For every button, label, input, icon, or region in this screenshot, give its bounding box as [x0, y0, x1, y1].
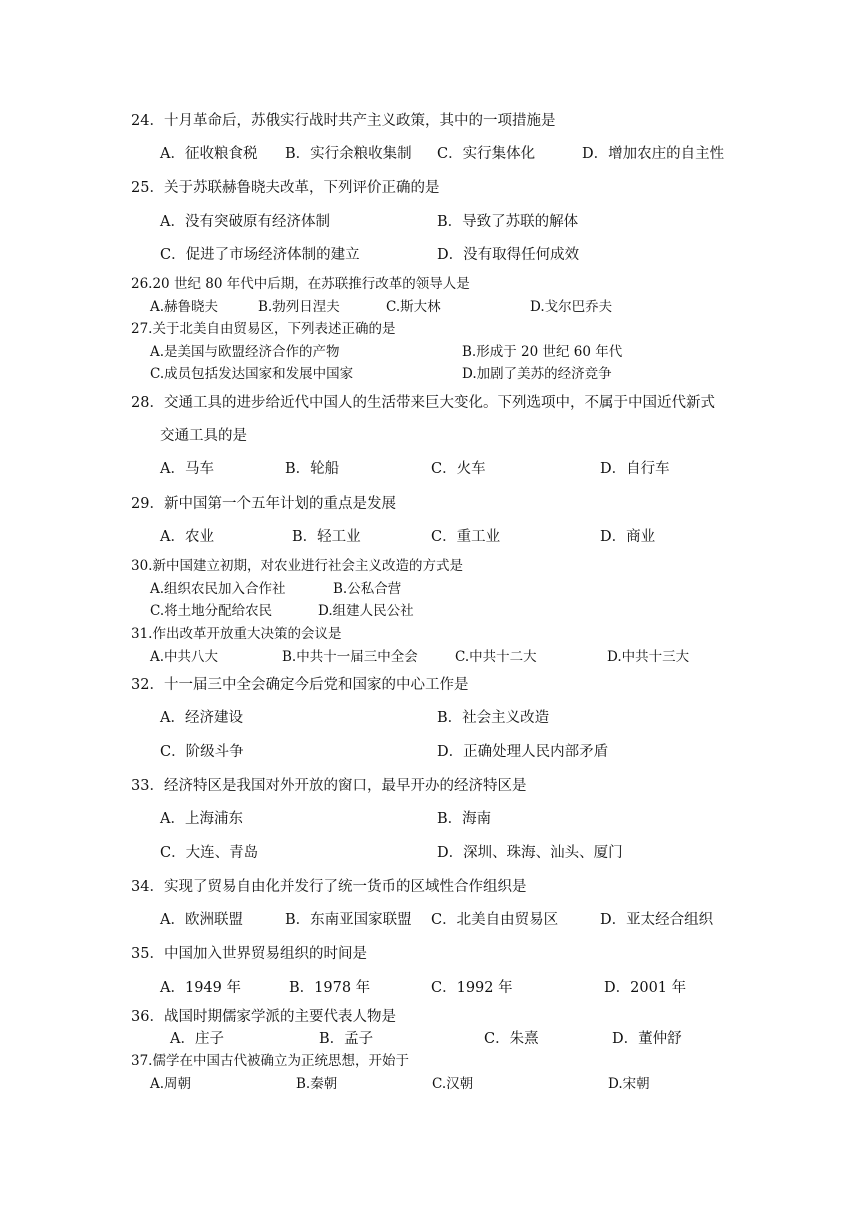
question-26-option-b: B.勃列日涅夫: [258, 299, 340, 315]
question-37-stem: 37.儒学在中国古代被确立为正统思想，开始于: [131, 1053, 409, 1069]
question-30-option-c: C.将土地分配给农民: [150, 603, 273, 619]
question-25-option-b: B．导致了苏联的解体: [437, 214, 579, 230]
question-27-option-a: A.是美国与欧盟经济合作的产物: [150, 344, 340, 360]
question-29-option-c: C．重工业: [431, 529, 501, 545]
question-28-option-b: B．轮船: [285, 461, 340, 477]
question-28-option-a: A．马车: [160, 461, 214, 477]
question-26-option-a: A.赫鲁晓夫: [150, 299, 219, 315]
question-33-option-c: C．大连、青岛: [160, 845, 259, 861]
question-35-option-c: C．1992 年: [431, 980, 513, 996]
question-32-option-d: D．正确处理人民内部矛盾: [437, 744, 609, 760]
question-35-option-a: A．1949 年: [160, 980, 241, 996]
question-25-option-a: A．没有突破原有经济体制: [160, 214, 330, 230]
question-29-option-b: B．轻工业: [292, 529, 361, 545]
question-34-option-a: A．欧洲联盟: [160, 912, 243, 928]
question-35-stem: 35．中国加入世界贸易组织的时间是: [131, 946, 367, 962]
question-37-option-b: B.秦朝: [296, 1076, 338, 1092]
question-24-option-b: B．实行余粮收集制: [285, 146, 412, 162]
question-30-option-d: D.组建人民公社: [318, 603, 414, 619]
question-32-option-a: A．经济建设: [160, 710, 243, 726]
question-25-stem: 25．关于苏联赫鲁晓夫改革，下列评价正确的是: [131, 180, 440, 196]
question-24-option-a: A．征收粮食税: [160, 146, 258, 162]
question-33-option-d: D．深圳、珠海、汕头、厦门: [437, 845, 623, 861]
question-26-stem: 26.20 世纪 80 年代中后期，在苏联推行改革的领导人是: [131, 276, 470, 292]
question-36-option-b: B．孟子: [319, 1031, 374, 1047]
question-29-option-d: D．商业: [600, 529, 656, 545]
question-33-stem: 33．经济特区是我国对外开放的窗口，最早开办的经济特区是: [131, 778, 527, 794]
question-37-option-d: D.宋朝: [608, 1076, 650, 1092]
question-36-stem: 36．战国时期儒家学派的主要代表人物是: [131, 1009, 396, 1025]
question-27-option-b: B.形成于 20 世纪 60 年代: [462, 344, 623, 360]
question-25-option-d: D．没有取得任何成效: [437, 247, 580, 263]
question-27-option-c: C.成员包括发达国家和发展中国家: [150, 366, 354, 382]
question-29-stem: 29．新中国第一个五年计划的重点是发展: [131, 496, 396, 512]
question-27-stem: 27.关于北美自由贸易区，下列表述正确的是: [131, 321, 396, 337]
question-34-option-c: C．北美自由贸易区: [431, 912, 559, 928]
question-36-option-c: C．朱熹: [484, 1031, 539, 1047]
question-31-option-b: B.中共十一届三中全会: [282, 649, 418, 665]
question-28-stem: 28．交通工具的进步给近代中国人的生活带来巨大变化。下列选项中，不属于中国近代新式: [131, 395, 715, 411]
question-24-stem: 24．十月革命后，苏俄实行战时共产主义政策，其中的一项措施是: [131, 113, 556, 129]
question-27-option-d: D.加剧了美苏的经济竞争: [462, 366, 612, 382]
question-32-stem: 32．十一届三中全会确定今后党和国家的中心工作是: [131, 677, 469, 693]
question-31-option-c: C.中共十二大: [455, 649, 537, 665]
question-28-stem-continued: 交通工具的是: [160, 428, 247, 444]
question-31-stem: 31.作出改革开放重大决策的会议是: [131, 626, 342, 642]
question-30-option-a: A.组织农民加入合作社: [150, 581, 286, 597]
question-31-option-a: A.中共八大: [150, 649, 219, 665]
question-34-option-d: D．亚太经合组织: [600, 912, 714, 928]
question-33-option-b: B．海南: [437, 811, 492, 827]
question-34-stem: 34．实现了贸易自由化并发行了统一货币的区域性合作组织是: [131, 879, 527, 895]
question-28-option-c: C．火车: [431, 461, 486, 477]
question-36-option-d: D．董仲舒: [612, 1031, 682, 1047]
question-34-option-b: B．东南亚国家联盟: [285, 912, 412, 928]
question-31-option-d: D.中共十三大: [607, 649, 690, 665]
question-30-stem: 30.新中国建立初期，对农业进行社会主义改造的方式是: [131, 558, 463, 574]
question-26-option-d: D.戈尔巴乔夫: [530, 299, 613, 315]
question-32-option-c: C．阶级斗争: [160, 744, 244, 760]
question-24-option-c: C．实行集体化: [437, 146, 536, 162]
question-35-option-d: D．2001 年: [604, 980, 687, 996]
question-36-option-a: A．庄子: [170, 1031, 224, 1047]
question-32-option-b: B．社会主义改造: [437, 710, 550, 726]
question-24-option-d: D．增加农庄的自主性: [582, 146, 725, 162]
question-30-option-b: B.公私合营: [333, 581, 402, 597]
question-28-option-d: D．自行车: [600, 461, 670, 477]
question-29-option-a: A．农业: [160, 529, 214, 545]
question-37-option-a: A.周朝: [150, 1076, 192, 1092]
question-33-option-a: A．上海浦东: [160, 811, 243, 827]
question-26-option-c: C.斯大林: [386, 299, 441, 315]
question-37-option-c: C.汉朝: [432, 1076, 474, 1092]
question-35-option-b: B．1978 年: [289, 980, 371, 996]
question-25-option-c: C．促进了市场经济体制的建立: [160, 247, 360, 263]
